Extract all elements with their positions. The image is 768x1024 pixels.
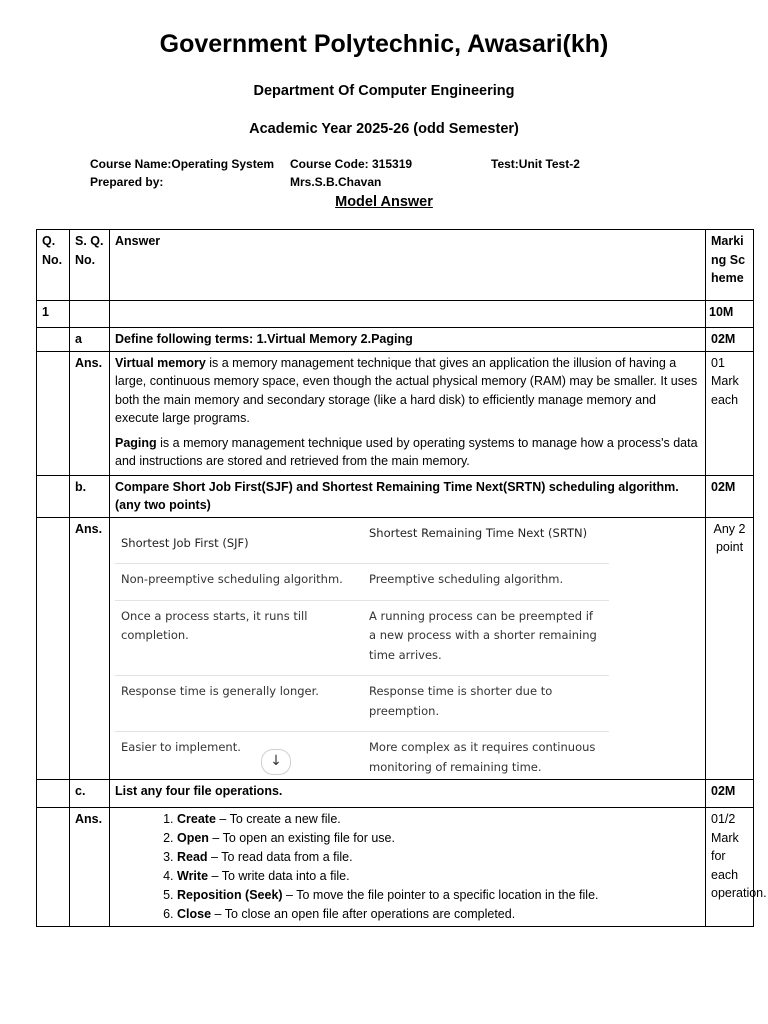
header-q-no: Q. No. — [37, 230, 70, 301]
description: – To write data into a file. — [208, 869, 350, 883]
answer-marking: 01/2 Mark for each operation. — [706, 808, 754, 927]
answer-marking: 01 Mark each — [706, 351, 754, 475]
test-name: Test:Unit Test-2 — [491, 157, 580, 171]
course-name: Course Name:Operating System — [90, 157, 275, 171]
subquestion-text: Define following terms: 1.Virtual Memory 2.Paging — [110, 328, 706, 352]
subquestion-label: a — [70, 328, 110, 352]
department-heading: Department Of Computer Engineering — [253, 83, 515, 99]
answer-label: Ans. — [70, 808, 110, 927]
comparison-row — [115, 676, 609, 732]
answer-a-row — [37, 351, 754, 475]
answer-c-content — [110, 808, 706, 927]
answer-c-row — [37, 808, 754, 927]
term: Open — [177, 831, 209, 845]
description: – To create a new file. — [215, 812, 341, 826]
answer-b-content — [110, 517, 706, 780]
comparison-srtn-cell: Response time is shorter due to preemption. — [363, 676, 609, 732]
subquestion-marks: 02M — [706, 328, 754, 352]
subquestion-marks: 02M — [706, 475, 754, 517]
list-item — [177, 829, 700, 848]
comparison-row — [115, 600, 609, 676]
answer-label: Ans. — [70, 517, 110, 780]
list-item — [177, 905, 700, 924]
list-item — [177, 848, 700, 867]
subquestion-c-row — [37, 780, 754, 808]
institute-title: Government Polytechnic, Awasari(kh) — [159, 30, 609, 58]
header-sq-no: S. Q. No. — [70, 230, 110, 301]
term: Create — [177, 812, 216, 826]
prepared-by-label: Prepared by: — [90, 175, 164, 189]
comparison-row — [115, 564, 609, 601]
subquestion-text: Compare Short Job First(SJF) and Shortest Remaining Time Next(SRTN) scheduling algorithm.(any two points) — [110, 475, 706, 517]
answer-marking: Any 2 point — [706, 517, 754, 780]
table-header-row — [37, 230, 754, 301]
comparison-header-sjf: Shortest Job First (SJF) — [115, 524, 363, 564]
comparison-sjf-cell: Non-preemptive scheduling algorithm. — [115, 564, 363, 601]
prepared-by-name: Mrs.S.B.Chavan — [290, 175, 382, 189]
definition: is a memory management technique that gives an application the illusion of having a large, continuous memory space, even though the actual physical memory (RAM) may be smaller. It uses both the main memory and secondary storage (like a hard disk) to efficiently manage memory and execute large programs. — [115, 355, 698, 425]
subquestion-marks: 02M — [706, 780, 754, 808]
virtual-memory-definition — [115, 354, 700, 428]
comparison-srtn-cell: A running process can be preempted if a new process with a shorter remaining time arrives. — [363, 600, 609, 676]
question-marks: 10M — [706, 301, 754, 328]
subquestion-a-row — [37, 328, 754, 352]
scroll-down-arrow-icon: ↓ — [261, 749, 291, 775]
comparison-sjf-cell: Once a process starts, it runs till completion. — [115, 600, 363, 676]
list-item — [177, 886, 700, 905]
term: Read — [177, 850, 208, 864]
description: – To close an open file after operations are completed. — [211, 907, 516, 921]
question-1-row — [37, 301, 754, 328]
question-number: 1 — [37, 301, 70, 328]
term: Reposition (Seek) — [177, 888, 283, 902]
comparison-table — [115, 524, 609, 780]
header-marking: Marking Scheme — [706, 230, 754, 301]
term: Virtual memory — [115, 355, 206, 370]
comparison-row — [115, 732, 609, 780]
comparison-srtn-cell: Preemptive scheduling algorithm. — [363, 564, 609, 601]
subquestion-b-row — [37, 475, 754, 517]
answer-b-row — [37, 517, 754, 780]
comparison-sjf-cell: Easier to implement. — [121, 740, 241, 754]
paging-definition — [115, 434, 700, 473]
comparison-header-srtn: Shortest Remaining Time Next (SRTN) — [363, 524, 609, 564]
description: – To move the file pointer to a specific location in the file. — [282, 888, 599, 902]
term: Paging — [115, 435, 157, 450]
comparison-srtn-cell: More complex as it requires continuous monitoring of remaining time. — [369, 740, 596, 774]
list-item — [177, 867, 700, 886]
definition: is a memory management technique used by operating systems to manage how a process's data and instructions are stored and retrieved from the main memory. — [115, 435, 698, 468]
subquestion-text: List any four file operations. — [110, 780, 706, 808]
answer-a-content — [110, 351, 706, 475]
term: Write — [177, 869, 209, 883]
description: – To read data from a file. — [207, 850, 353, 864]
comparison-sjf-cell: Response time is generally longer. — [115, 676, 363, 732]
model-answer-heading: Model Answer — [335, 194, 433, 210]
list-item — [177, 810, 700, 829]
file-operations-list — [115, 810, 700, 924]
subquestion-label: c. — [70, 780, 110, 808]
subquestion-label: b. — [70, 475, 110, 517]
answer-label: Ans. — [70, 351, 110, 475]
term: Close — [177, 907, 212, 921]
header-answer: Answer — [110, 230, 706, 301]
course-code: Course Code: 315319 — [290, 157, 413, 171]
description: – To open an existing file for use. — [208, 831, 395, 845]
answer-table — [36, 229, 767, 927]
comparison-header-row — [115, 524, 609, 564]
academic-year-heading: Academic Year 2025-26 (odd Semester) — [249, 121, 519, 137]
